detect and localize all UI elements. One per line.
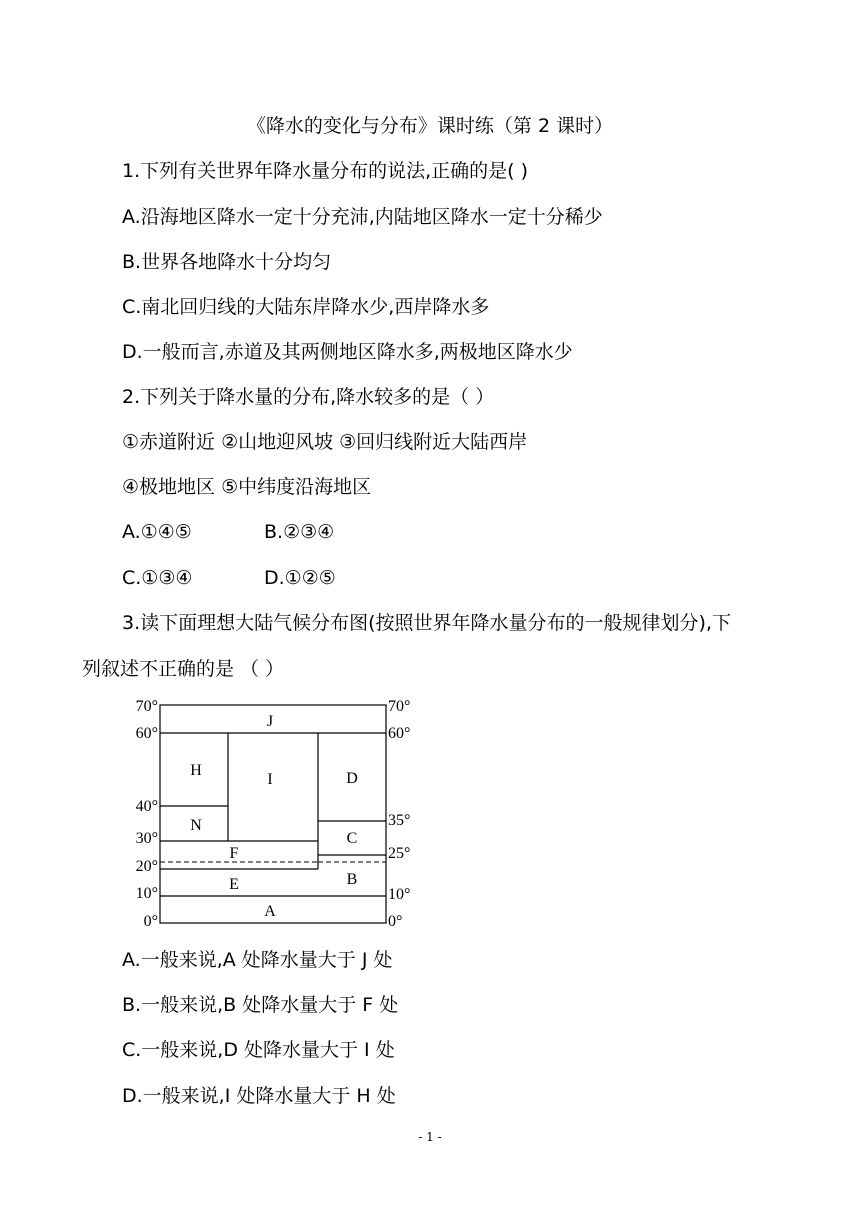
left-label-10: 10° [135,885,158,902]
q2-items-line1: ①赤道附近 ②山地迎风坡 ③回归线附近大陆西岸 [122,431,528,453]
right-label-70: 70° [388,698,411,715]
q2-option-d: D.①②⑤ [264,567,336,589]
q3-option-d: D.一般来说,I 处降水量大于 H 处 [122,1085,396,1107]
q2-options-row2 [122,566,522,590]
region-c: C [346,830,358,847]
q2-stem: 2.下列关于降水量的分布,降水较多的是（ ） [122,386,495,408]
page-number: - 1 - [418,1130,442,1144]
q2-items-line2: ④极地地区 ⑤中纬度沿海地区 [122,476,372,498]
q1-option-b: B.世界各地降水十分均匀 [122,251,332,273]
page-title: 《降水的变化与分布》课时练（第 2 课时） [246,115,614,137]
q1-option-c: C.南北回归线的大陆东岸降水少,西岸降水多 [122,296,490,318]
right-label-35: 35° [388,812,411,829]
region-n: N [190,817,202,834]
q3-option-a: A.一般来说,A 处降水量大于 J 处 [122,949,393,971]
region-a: A [264,903,276,920]
left-label-60: 60° [135,725,158,742]
q2-option-c: C.①③④ [122,567,193,589]
region-b: B [346,871,358,888]
left-label-20: 20° [135,858,158,875]
q2-options-row1 [122,520,522,544]
climate-diagram [118,690,428,930]
left-label-30: 30° [135,830,158,847]
region-h: H [190,762,202,779]
q3-stem-line1: 3.读下面理想大陆气候分布图(按照世界年降水量分布的一般规律划分),下 [122,612,731,634]
right-label-60: 60° [388,725,411,742]
right-label-25: 25° [388,845,411,862]
q3-option-c: C.一般来说,D 处降水量大于 I 处 [122,1039,395,1061]
region-j: J [266,713,274,730]
region-i: I [267,771,273,788]
q1-stem: 1.下列有关世界年降水量分布的说法,正确的是( ) [122,160,529,182]
q2-option-b: B.②③④ [264,521,335,543]
q3-stem-line2: 列叙述不正确的是 （ ） [82,658,285,680]
right-label-10: 10° [388,886,411,903]
q1-option-d: D.一般而言,赤道及其两侧地区降水多,两极地区降水少 [122,341,573,363]
q1-option-a: A.沿海地区降水一定十分充沛,内陆地区降水一定十分稀少 [122,206,603,228]
left-label-40: 40° [135,798,158,815]
right-label-0: 0° [388,913,403,930]
left-label-0: 0° [143,913,158,930]
region-e: E [229,876,239,893]
region-d: D [346,770,358,787]
region-f: F [229,845,239,862]
q3-option-b: B.一般来说,B 处降水量大于 F 处 [122,994,399,1016]
continent-outline [160,705,386,923]
q2-option-a: A.①④⑤ [122,521,192,543]
left-label-70: 70° [135,698,158,715]
